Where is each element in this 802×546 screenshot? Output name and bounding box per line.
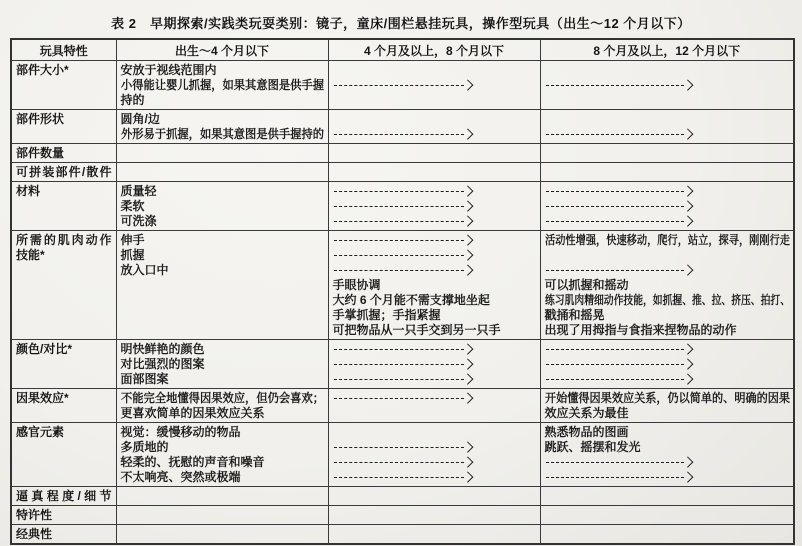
arrow-line	[545, 199, 790, 214]
cell-text: 可洗涤	[120, 213, 157, 228]
arrow-line	[333, 455, 536, 470]
cell-text: 熟悉物品的图画	[544, 424, 629, 439]
arrow-line	[333, 372, 536, 387]
table-cell	[540, 506, 794, 525]
table-row	[11, 144, 794, 163]
table-cell	[540, 487, 794, 506]
table-row	[11, 506, 794, 525]
row-label-cell	[11, 110, 116, 144]
table-header	[11, 39, 794, 61]
table-title: 表 2 早期探索/实践类玩耍类别：镜子，童床/围栏悬挂玩具，操作型玩具（出生～12 个月以下）	[111, 16, 691, 31]
column-header: 玩具特性	[11, 39, 116, 61]
row-label-cell	[11, 423, 116, 487]
row-label: 部件数量	[16, 145, 65, 160]
cell-text: 跳跃、摇摆和发光	[544, 439, 641, 454]
arrow-line	[545, 357, 790, 372]
cell-text: 可以抓握和摇动	[544, 277, 629, 292]
table-cell	[540, 182, 794, 231]
continuation-arrow-icon	[545, 470, 693, 485]
cell-text: 质量轻	[120, 183, 157, 198]
table-row	[11, 61, 794, 110]
row-label: 经典性	[16, 526, 53, 541]
row-label-cell	[11, 231, 116, 340]
cell-text: 效应关系为最佳	[544, 405, 629, 420]
table-row	[11, 110, 794, 144]
continuation-arrow-icon	[545, 357, 693, 372]
continuation-arrow-icon	[545, 199, 693, 214]
table-cell	[540, 423, 794, 487]
continuation-arrow-icon	[333, 372, 473, 387]
arrow-line	[545, 127, 790, 142]
table-cell	[540, 389, 794, 423]
continuation-arrow-icon	[333, 440, 473, 455]
continuation-arrow-icon	[333, 184, 473, 199]
table-cell	[116, 389, 328, 423]
table-cell	[328, 506, 540, 525]
continuation-arrow-icon	[333, 233, 473, 248]
cell-text: 不太响亮、突然或极端	[120, 469, 241, 484]
continuation-arrow-icon	[333, 248, 473, 263]
row-label: 部件大小*	[16, 62, 69, 77]
table-cell	[540, 340, 794, 389]
row-label: 技能*	[16, 247, 45, 262]
header-row	[11, 39, 794, 61]
cell-text: 活动性增强，快速移动，爬行，站立，探寻，刚刚行走	[544, 232, 790, 247]
table-row	[11, 340, 794, 389]
table-cell	[116, 182, 328, 231]
table-cell	[328, 487, 540, 506]
table-cell	[116, 340, 328, 389]
table-cell	[116, 487, 328, 506]
cell-text: 不能完全地懂得因果效应，但仍会喜欢；	[120, 390, 324, 405]
arrow-line	[333, 470, 536, 485]
table-row	[11, 423, 794, 487]
row-label: 材料	[16, 183, 41, 198]
row-label-cell	[11, 389, 116, 423]
cell-text: 安放于视线范围内	[120, 62, 217, 77]
row-label: 感官元素	[16, 424, 65, 439]
arrow-line	[545, 342, 790, 357]
cell-text: 面部图案	[120, 371, 169, 386]
cell-text: 小得能让婴儿抓握，如果其意图是供手握	[120, 77, 324, 92]
continuation-arrow-icon	[333, 78, 473, 93]
cell-text: 外形易于抓握，如果其意图是供手握持的	[120, 126, 324, 141]
arrow-line	[333, 440, 536, 455]
row-label: 颜色/对比*	[16, 341, 73, 356]
table-cell	[328, 525, 540, 545]
cell-text: 抓握	[120, 247, 145, 262]
continuation-arrow-icon	[333, 357, 473, 372]
continuation-arrow-icon	[545, 455, 693, 470]
continuation-arrow-icon	[545, 214, 693, 229]
table-cell	[116, 423, 328, 487]
continuation-arrow-icon	[545, 78, 693, 93]
continuation-arrow-icon	[333, 455, 473, 470]
table-cell	[116, 61, 328, 110]
table-row	[11, 182, 794, 231]
arrow-line	[545, 184, 790, 199]
arrow-line	[333, 127, 536, 142]
table-cell	[540, 144, 794, 163]
cell-text: 对比强烈的图案	[120, 356, 205, 371]
table-body	[11, 61, 794, 545]
continuation-arrow-icon	[545, 372, 693, 387]
table-cell	[540, 110, 794, 144]
arrow-line	[333, 391, 536, 406]
table-row	[11, 389, 794, 423]
cell-text: 手眼协调	[332, 277, 381, 292]
cell-text: 圆角/边	[120, 111, 160, 126]
table-cell	[328, 340, 540, 389]
table-cell	[540, 163, 794, 182]
table-row	[11, 525, 794, 545]
arrow-line	[333, 199, 536, 214]
table-cell	[328, 110, 540, 144]
continuation-arrow-icon	[333, 470, 473, 485]
column-header: 8 个月及以上，12 个月以下	[540, 39, 794, 61]
table-cell	[328, 61, 540, 110]
cell-text: 练习肌肉精细动作技能，如抓握、推、拉、挤压、拍打、	[544, 292, 790, 307]
arrow-line	[333, 184, 536, 199]
cell-text: 开始懂得因果效应关系，仍以简单的、明确的因果	[544, 390, 790, 405]
row-label-cell	[11, 506, 116, 525]
cell-text: 多质地的	[120, 439, 169, 454]
table-cell	[116, 110, 328, 144]
cell-text: 明快鲜艳的颜色	[120, 341, 205, 356]
continuation-arrow-icon	[545, 342, 693, 357]
row-label-cell	[11, 525, 116, 545]
arrow-line	[333, 357, 536, 372]
arrow-line	[333, 263, 536, 278]
continuation-arrow-icon	[545, 263, 693, 278]
table-cell	[328, 423, 540, 487]
row-label: 特许性	[16, 507, 53, 522]
arrow-line	[333, 233, 536, 248]
row-label: 所需的肌肉动作	[16, 232, 112, 247]
column-header: 4 个月及以上，8 个月以下	[328, 39, 540, 61]
arrow-line	[333, 214, 536, 229]
table-cell	[328, 389, 540, 423]
table-cell	[328, 231, 540, 340]
table-cell	[540, 61, 794, 110]
table-cell	[328, 144, 540, 163]
continuation-arrow-icon	[333, 342, 473, 357]
row-label-cell	[11, 144, 116, 163]
table-cell	[116, 163, 328, 182]
arrow-line	[333, 342, 536, 357]
row-label: 可拼装部件/散件	[16, 164, 112, 179]
continuation-arrow-icon	[333, 391, 473, 406]
cell-text: 可把物品从一只手交到另一只手	[332, 322, 501, 337]
cell-text: 戳捅和摇晃	[544, 307, 605, 322]
arrow-line	[545, 214, 790, 229]
cell-text: 大约 6 个月能不需支撑地坐起	[332, 292, 490, 307]
continuation-arrow-icon	[333, 127, 473, 142]
continuation-arrow-icon	[333, 263, 473, 278]
arrow-line	[333, 78, 536, 93]
row-label: 逼真程度/细节	[16, 488, 112, 503]
cell-text: 柔软	[120, 198, 145, 213]
table-cell	[116, 525, 328, 545]
row-label-cell	[11, 61, 116, 110]
row-label: 因果效应*	[16, 390, 69, 405]
table-cell	[116, 144, 328, 163]
continuation-arrow-icon	[333, 199, 473, 214]
arrow-line	[545, 263, 790, 278]
cell-text: 轻柔的、抚慰的声音和噪音	[120, 454, 265, 469]
row-label: 部件形状	[16, 111, 65, 126]
row-label-cell	[11, 182, 116, 231]
cell-text: 持的	[120, 92, 145, 107]
table-cell	[328, 182, 540, 231]
cell-text: 更喜欢简单的因果效应关系	[120, 405, 265, 420]
continuation-arrow-icon	[333, 214, 473, 229]
cell-text: 视觉：缓慢移动的物品	[120, 424, 241, 439]
table-row	[11, 231, 794, 340]
table-cell	[540, 525, 794, 545]
row-label-cell	[11, 163, 116, 182]
row-label-cell	[11, 487, 116, 506]
arrow-line	[545, 78, 790, 93]
cell-text: 伸手	[120, 232, 145, 247]
cell-text: 手掌抓握；手指紧握	[332, 307, 441, 322]
table-row	[11, 487, 794, 506]
row-label-cell	[11, 340, 116, 389]
cell-text: 出现了用拇指与食指来捏物品的动作	[544, 322, 737, 337]
arrow-line	[333, 248, 536, 263]
toy-features-table	[10, 38, 795, 545]
continuation-arrow-icon	[545, 184, 693, 199]
column-header: 出生～4 个月以下	[116, 39, 328, 61]
arrow-line	[545, 455, 790, 470]
table-cell	[328, 163, 540, 182]
table-cell	[116, 231, 328, 340]
table-row	[11, 163, 794, 182]
continuation-arrow-icon	[545, 127, 693, 142]
arrow-line	[545, 470, 790, 485]
arrow-line	[545, 372, 790, 387]
table-cell	[540, 231, 794, 340]
table-cell	[116, 506, 328, 525]
cell-text: 放入口中	[120, 262, 169, 277]
